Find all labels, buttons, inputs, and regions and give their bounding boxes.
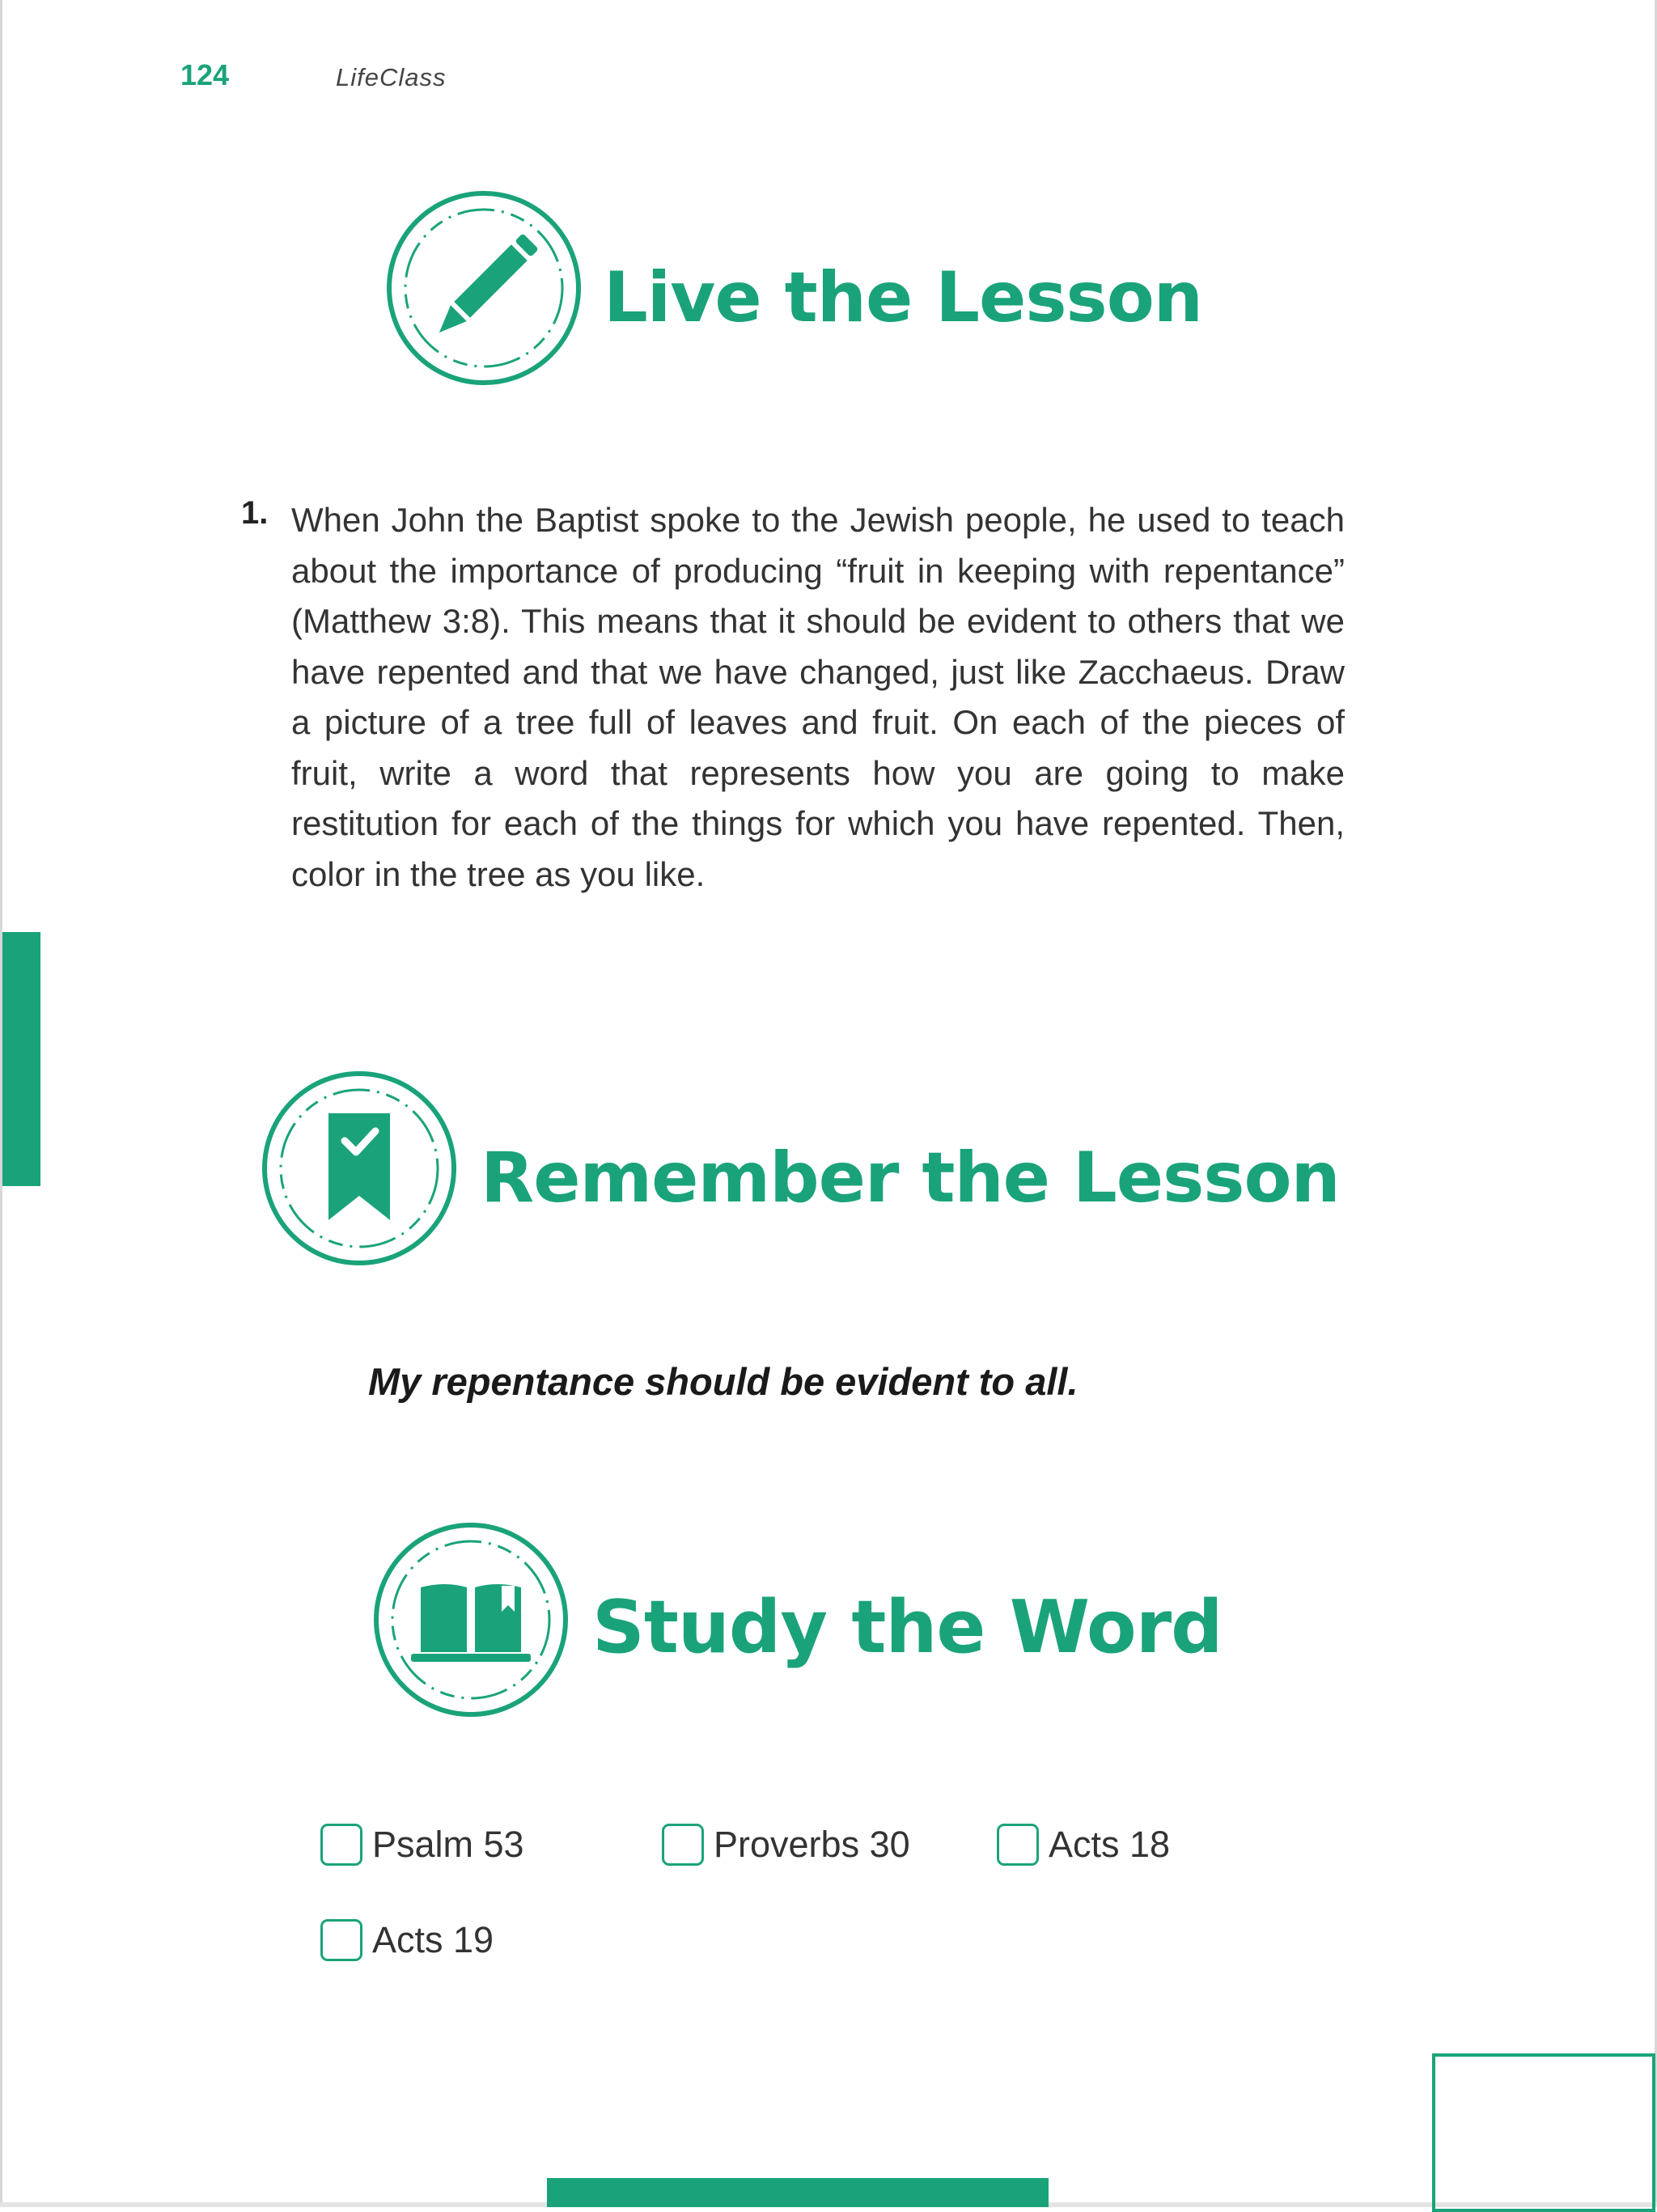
remember-the-lesson-heading: Remember the Lesson [481, 1138, 1340, 1218]
reading-label: Proverbs 30 [714, 1824, 910, 1865]
activity-text: When John the Baptist spoke to the Jewish people, he used to teach about the importance of producing “fruit in keeping with repentance” (Matthew 3:8). This means that it should be evident to others that we have repented and that we have changed, just like Zacchaeus. Draw a picture of a tree full of leaves and fruit. On each of the pieces of fruit, write a word that represents how you are going to make restitution for each of the things for which you have repented. Then, color in the tree as you like. [291, 501, 1345, 893]
reading-label: Acts 19 [372, 1919, 494, 1960]
page-number: 124 [180, 58, 230, 91]
reading-item-acts-19[interactable] [320, 1916, 494, 1964]
checkbox[interactable] [320, 1824, 362, 1866]
reading-item-proverbs-30[interactable] [662, 1820, 910, 1869]
side-tab-marker [2, 932, 40, 1186]
checkbox[interactable] [997, 1824, 1039, 1866]
checkbox[interactable] [662, 1824, 704, 1866]
live-the-lesson-heading: Live the Lesson [604, 257, 1203, 338]
corner-frame [1432, 2053, 1655, 2212]
reading-item-psalm-53[interactable] [320, 1820, 524, 1869]
open-book-icon [372, 1521, 570, 1718]
reading-label: Psalm 53 [372, 1824, 524, 1865]
reading-label: Acts 18 [1049, 1824, 1171, 1865]
running-head: LifeClass [336, 63, 447, 91]
bottom-bar [547, 2178, 1049, 2207]
pencil-icon [385, 189, 583, 387]
memory-verse: My repentance should be evident to all. [368, 1360, 1079, 1403]
study-the-word-heading: Study the Word [592, 1585, 1223, 1670]
checkbox[interactable] [320, 1919, 362, 1961]
activity-number: 1. [241, 495, 269, 531]
bookmark-check-icon [261, 1070, 458, 1267]
reading-item-acts-18[interactable] [997, 1820, 1170, 1869]
